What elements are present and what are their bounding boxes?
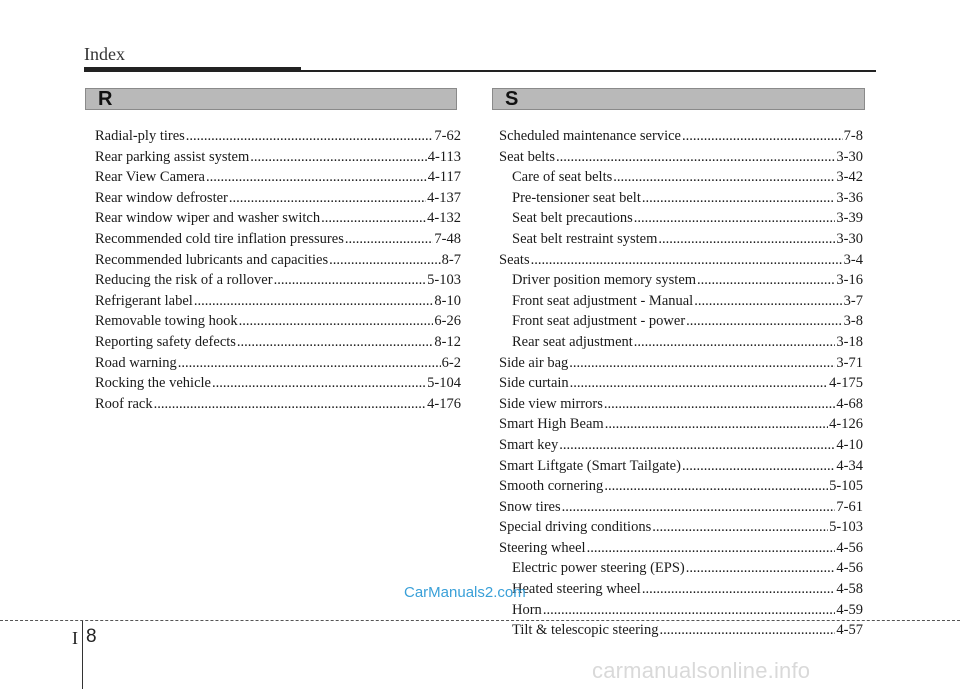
- dot-leader: [634, 208, 836, 229]
- dot-leader: [531, 250, 843, 271]
- entry-label: Reporting safety defects: [95, 333, 236, 350]
- index-entry[interactable]: [499, 435, 863, 456]
- index-entry[interactable]: [95, 250, 461, 271]
- dot-leader: [559, 435, 835, 456]
- index-entry[interactable]: [499, 250, 863, 271]
- entry-page-ref: 5-105: [829, 478, 863, 495]
- entry-label: Smart Liftgate (Smart Tailgate): [499, 457, 681, 474]
- entry-page-ref: 3-4: [843, 251, 863, 268]
- entry-label: Side air bag: [499, 354, 569, 371]
- entry-page-ref: 6-26: [434, 313, 461, 330]
- entry-label: Care of seat belts: [512, 169, 613, 186]
- entry-page-ref: 7-48: [434, 230, 461, 247]
- dot-leader: [642, 579, 836, 600]
- index-subentry[interactable]: [499, 311, 863, 332]
- entry-page-ref: 3-36: [836, 189, 863, 206]
- index-subentry[interactable]: [499, 167, 863, 188]
- dot-leader: [250, 147, 426, 168]
- entry-page-ref: 8-10: [434, 292, 461, 309]
- entry-label: Rear window wiper and washer switch: [95, 210, 321, 227]
- dot-leader: [659, 620, 835, 641]
- index-subentry[interactable]: [499, 600, 863, 621]
- entry-label: Recommended lubricants and capacities: [95, 251, 329, 268]
- dot-leader: [604, 476, 828, 497]
- entry-label: Reducing the risk of a rollover: [95, 272, 273, 289]
- entry-label: Removable towing hook: [95, 313, 238, 330]
- entry-page-ref: 3-30: [836, 148, 863, 165]
- index-entry[interactable]: [499, 373, 863, 394]
- entry-label: Rear seat adjustment: [512, 333, 633, 350]
- dot-leader: [345, 229, 434, 250]
- index-entry[interactable]: [95, 126, 461, 147]
- dot-leader: [658, 229, 835, 250]
- entry-label: Smooth cornering: [499, 478, 604, 495]
- entry-page-ref: 4-57: [836, 622, 863, 639]
- footer-dashed-rule: [0, 620, 960, 621]
- entry-page-ref: 4-137: [427, 189, 461, 206]
- entry-page-ref: 4-113: [427, 148, 461, 165]
- entry-label: Front seat adjustment - Manual: [512, 292, 694, 309]
- entry-label: Seat belt restraint system: [512, 230, 658, 247]
- entry-page-ref: 5-104: [427, 375, 461, 392]
- entry-label: Rear window defroster: [95, 189, 228, 206]
- dot-leader: [556, 147, 835, 168]
- dot-leader: [682, 456, 835, 477]
- entry-label: Radial-ply tires: [95, 128, 185, 144]
- entry-page-ref: 4-56: [836, 539, 863, 556]
- entry-page-ref: 4-58: [836, 581, 863, 598]
- entry-label: Electric power steering (EPS): [512, 560, 685, 577]
- index-entry[interactable]: [95, 147, 461, 168]
- entry-page-ref: 7-62: [434, 128, 461, 144]
- entry-label: Front seat adjustment - power: [512, 313, 686, 330]
- watermark-carmanualsonline[interactable]: carmanualsonline.info: [592, 658, 811, 683]
- entry-label: Snow tires: [499, 498, 561, 515]
- dot-leader: [642, 188, 836, 209]
- watermark-carmanuals2[interactable]: CarManuals2.com: [404, 584, 526, 601]
- dot-leader: [239, 311, 434, 332]
- entry-page-ref: 8-7: [441, 251, 461, 268]
- dot-leader: [237, 332, 433, 353]
- dot-leader: [562, 497, 836, 518]
- entry-page-ref: 3-16: [836, 272, 863, 289]
- entry-label: Smart key: [499, 436, 559, 453]
- index-entry[interactable]: [95, 229, 461, 250]
- entry-page-ref: 4-175: [829, 375, 863, 392]
- index-entry[interactable]: [95, 373, 461, 394]
- dot-leader: [652, 517, 828, 538]
- entry-page-ref: 4-132: [427, 210, 461, 227]
- entry-page-ref: 3-7: [843, 292, 863, 309]
- dot-leader: [613, 167, 835, 188]
- index-entry[interactable]: [95, 167, 461, 188]
- entry-label: Roof rack: [95, 395, 153, 412]
- header-rule-thick: [84, 67, 301, 72]
- index-entry[interactable]: [95, 291, 461, 312]
- dot-leader: [212, 373, 426, 394]
- entry-page-ref: 3-18: [836, 333, 863, 350]
- index-entry[interactable]: [95, 332, 461, 353]
- index-entry[interactable]: [95, 394, 461, 415]
- dot-leader: [186, 126, 434, 147]
- dot-leader: [686, 558, 836, 579]
- dot-leader: [274, 270, 427, 291]
- entry-label: Rocking the vehicle: [95, 375, 211, 392]
- index-entry[interactable]: [499, 147, 863, 168]
- footer-vertical-rule: [82, 621, 83, 689]
- dot-leader: [570, 373, 828, 394]
- entry-page-ref: 4-117: [427, 169, 461, 186]
- dot-leader: [587, 538, 836, 559]
- index-subentry[interactable]: [499, 229, 863, 250]
- index-entry[interactable]: [499, 456, 863, 477]
- index-entry[interactable]: [499, 517, 863, 538]
- footer-section-letter: I: [72, 628, 78, 648]
- entry-page-ref: 7-61: [836, 498, 863, 515]
- index-subentry[interactable]: [499, 558, 863, 579]
- index-entry[interactable]: [499, 126, 863, 147]
- entry-label: Rear View Camera: [95, 169, 205, 186]
- dot-leader: [321, 208, 426, 229]
- index-entry[interactable]: [95, 208, 461, 229]
- entry-label: Heated steering wheel: [512, 581, 641, 598]
- entry-label: Seats: [499, 251, 530, 268]
- dot-leader: [229, 188, 426, 209]
- entry-page-ref: 5-103: [427, 272, 461, 289]
- dot-leader: [543, 600, 836, 621]
- dot-leader: [604, 394, 836, 415]
- entry-page-ref: 4-126: [829, 416, 863, 433]
- index-entry[interactable]: [499, 476, 863, 497]
- entry-label: Recommended cold tire inflation pressures: [95, 230, 344, 247]
- index-entry[interactable]: [95, 188, 461, 209]
- entry-page-ref: 6-2: [441, 354, 461, 371]
- dot-leader: [154, 394, 427, 415]
- entry-label: Driver position memory system: [512, 272, 697, 289]
- index-subentry[interactable]: [499, 270, 863, 291]
- footer-page-number: 8: [86, 626, 97, 647]
- entry-label: Special driving conditions: [499, 519, 652, 536]
- section-letter-s: S: [505, 88, 519, 110]
- entry-label: Side curtain: [499, 375, 569, 392]
- dot-leader: [206, 167, 427, 188]
- entry-label: Seat belt precautions: [512, 210, 633, 227]
- dot-leader: [329, 250, 441, 271]
- section-header-s: [492, 88, 865, 110]
- index-column-r: [95, 126, 461, 414]
- dot-leader: [682, 126, 843, 147]
- entry-page-ref: 4-59: [836, 601, 863, 618]
- entry-label: Road warning: [95, 354, 177, 371]
- entry-page-ref: 5-103: [829, 519, 863, 536]
- dot-leader: [697, 270, 835, 291]
- index-subentry[interactable]: [499, 208, 863, 229]
- entry-label: Smart High Beam: [499, 416, 604, 433]
- entry-page-ref: 3-8: [843, 313, 863, 330]
- entry-label: Side view mirrors: [499, 395, 603, 412]
- index-entry[interactable]: [499, 538, 863, 559]
- dot-leader: [694, 291, 842, 312]
- entry-page-ref: 4-176: [427, 395, 461, 412]
- index-entry[interactable]: [499, 394, 863, 415]
- entry-page-ref: 7-8: [843, 128, 863, 144]
- entry-label: Scheduled maintenance service: [499, 128, 681, 144]
- entry-label: Tilt & telescopic steering: [512, 622, 659, 639]
- entry-label: Steering wheel: [499, 539, 586, 556]
- entry-page-ref: 3-30: [836, 230, 863, 247]
- index-subentry[interactable]: [499, 291, 863, 312]
- index-entry[interactable]: [95, 311, 461, 332]
- dot-leader: [178, 353, 441, 374]
- entry-page-ref: 4-56: [836, 560, 863, 577]
- entry-page-ref: 4-10: [836, 436, 863, 453]
- entry-label: Seat belts: [499, 148, 555, 165]
- index-entry[interactable]: [95, 353, 461, 374]
- entry-label: Rear parking assist system: [95, 148, 250, 165]
- index-subentry[interactable]: [499, 188, 863, 209]
- entry-page-ref: 4-68: [836, 395, 863, 412]
- entry-page-ref: 3-39: [836, 210, 863, 227]
- section-letter-r: R: [98, 88, 113, 110]
- entry-label: Horn: [512, 601, 542, 618]
- entry-page-ref: 4-34: [836, 457, 863, 474]
- page-title: Index: [84, 44, 125, 64]
- dot-leader: [686, 311, 842, 332]
- index-subentry[interactable]: [499, 579, 863, 600]
- entry-label: Refrigerant label: [95, 292, 193, 309]
- dot-leader: [569, 353, 835, 374]
- index-entry[interactable]: [499, 497, 863, 518]
- dot-leader: [634, 332, 836, 353]
- index-subentry[interactable]: [499, 332, 863, 353]
- index-entry[interactable]: [499, 414, 863, 435]
- entry-label: Pre-tensioner seat belt: [512, 189, 641, 206]
- index-entry[interactable]: [499, 353, 863, 374]
- index-entry[interactable]: [95, 270, 461, 291]
- section-header-r: [85, 88, 457, 110]
- entry-page-ref: 3-71: [836, 354, 863, 371]
- dot-leader: [194, 291, 434, 312]
- entry-page-ref: 8-12: [434, 333, 461, 350]
- index-subentry[interactable]: [499, 620, 863, 641]
- index-column-s: [499, 126, 863, 641]
- entry-page-ref: 3-42: [836, 169, 863, 186]
- dot-leader: [605, 414, 828, 435]
- header-rule-thin: [301, 70, 876, 72]
